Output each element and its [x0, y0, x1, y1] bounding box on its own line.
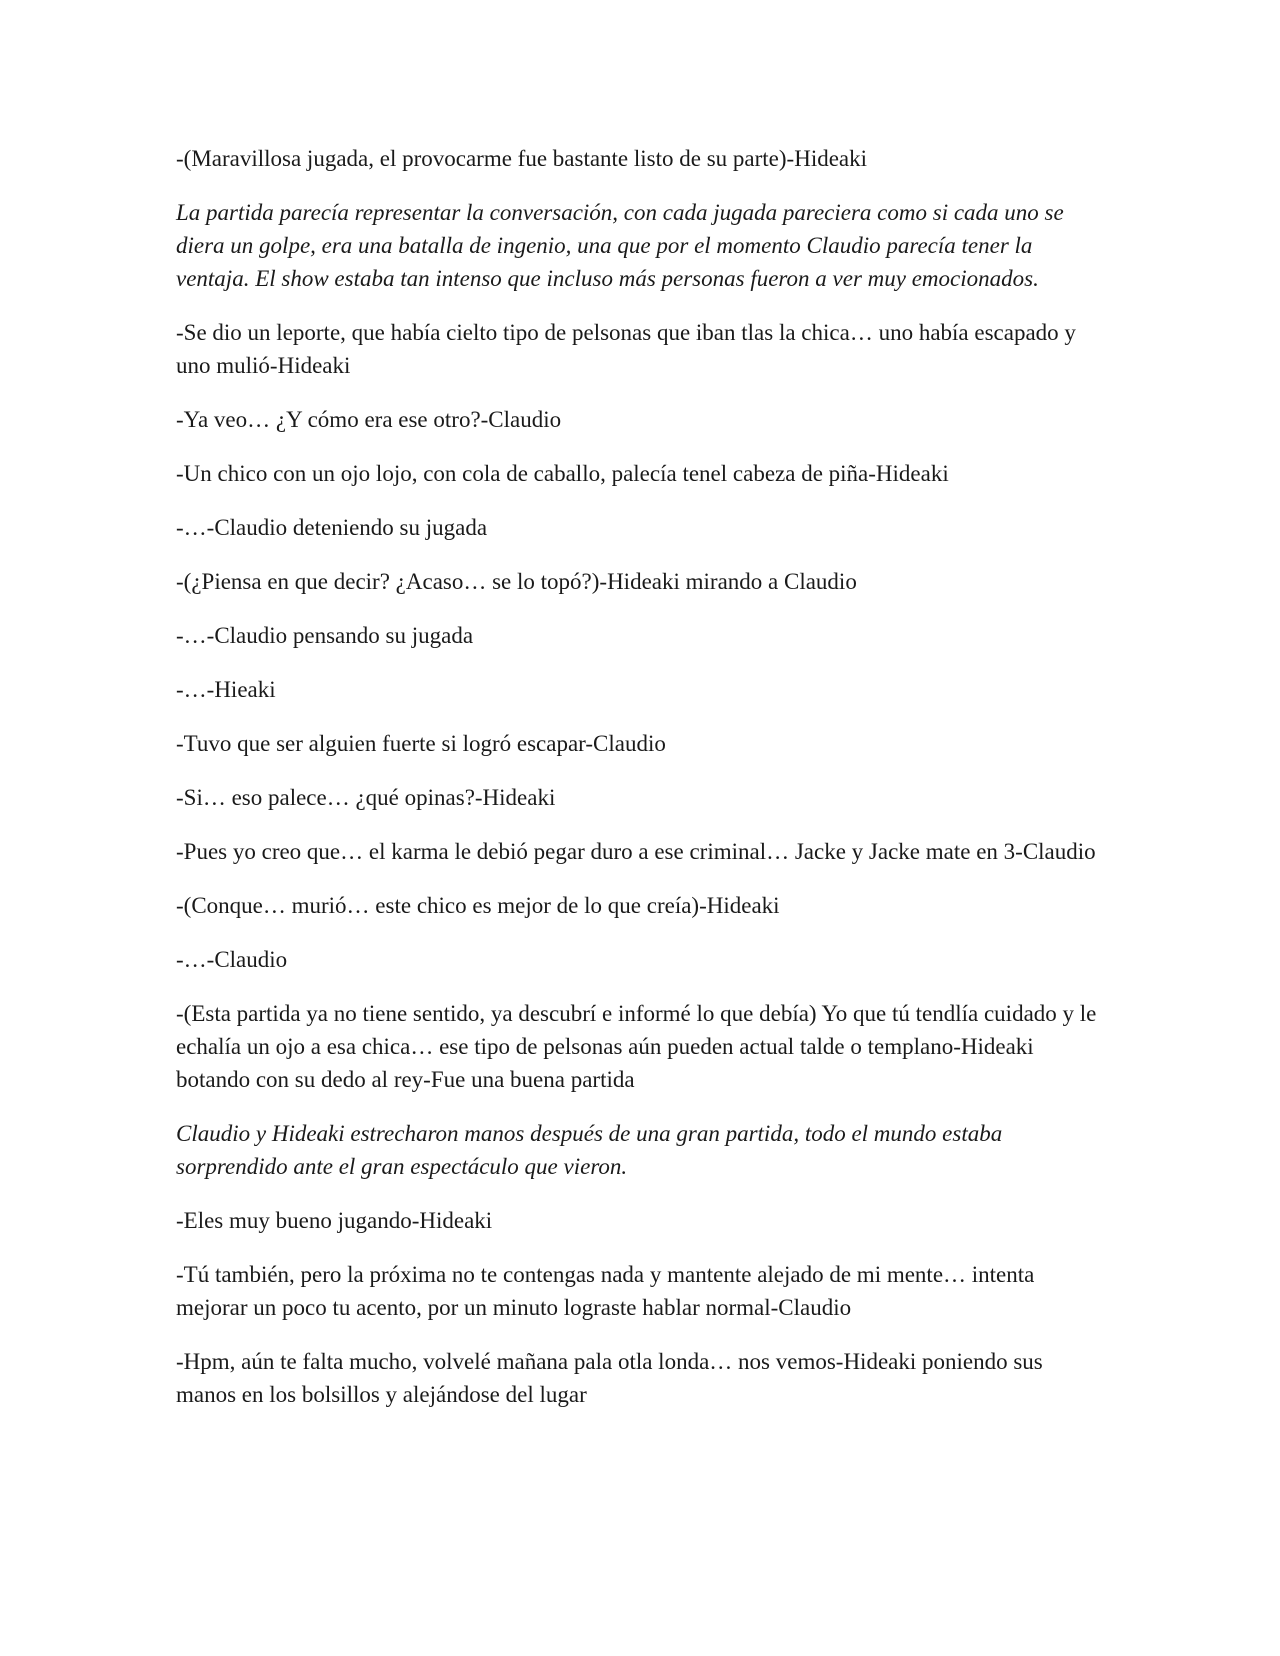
dialogue-line: -Un chico con un ojo lojo, con cola de caballo, palecía tenel cabeza de piña-Hideaki	[176, 461, 949, 486]
dialogue-line: -Si… eso palece… ¿qué opinas?-Hideaki	[176, 785, 556, 810]
dialogue-line: -…-Hieaki	[176, 677, 276, 702]
dialogue-line: -(Conque… murió… este chico es mejor de lo que creía)-Hideaki	[176, 893, 780, 918]
dialogue-line: -…-Claudio	[176, 947, 288, 972]
dialogue-line: -Pues yo creo que… el karma le debió pegar duro a ese criminal… Jacke y Jacke mate en 3-Claudio	[176, 839, 1096, 864]
narration-paragraph: Claudio y Hideaki estrecharon manos después de una gran partida, todo el mundo estaba sorprendido ante el gran espectáculo que vieron.	[176, 1121, 1003, 1179]
dialogue-line: -Se dio un leporte, que había cielto tipo de pelsonas que iban tlas la chica… uno había escapado y uno mulió-Hideaki	[176, 320, 1076, 378]
dialogue-line: -Tú también, pero la próxima no te contengas nada y mantente alejado de mi mente… intenta mejorar un poco tu acento, por un minuto lograste hablar normal-Claudio	[176, 1262, 1035, 1320]
dialogue-line: -Tuvo que ser alguien fuerte si logró escapar-Claudio	[176, 731, 666, 756]
dialogue-line: -Eles muy bueno jugando-Hideaki	[176, 1208, 493, 1233]
dialogue-line: -Hpm, aún te falta mucho, volvelé mañana pala otla londa… nos vemos-Hideaki poniendo sus manos en los bolsillos y alejándose del lugar	[176, 1349, 1043, 1407]
dialogue-line: -…-Claudio pensando su jugada	[176, 623, 474, 648]
dialogue-line: -(¿Piensa en que decir? ¿Acaso… se lo topó?)-Hideaki mirando a Claudio	[176, 569, 857, 594]
narration-paragraph: La partida parecía representar la conversación, con cada jugada pareciera como si cada uno se diera un golpe, era una batalla de ingenio, una que por el momento Claudio parecía tener la ventaja. El show estaba tan intenso que incluso más personas fueron a ver muy emocionados.	[176, 200, 1064, 291]
dialogue-line: -(Maravillosa jugada, el provocarme fue bastante listo de su parte)-Hideaki	[176, 146, 868, 171]
dialogue-line: -…-Claudio deteniendo su jugada	[176, 515, 488, 540]
dialogue-line: -Ya veo… ¿Y cómo era ese otro?-Claudio	[176, 407, 562, 432]
dialogue-line: -(Esta partida ya no tiene sentido, ya descubrí e informé lo que debía) Yo que tú tendlía cuidado y le echalía un ojo a esa chica… ese tipo de pelsonas aún pueden actual talde o templano-Hideaki botando con su dedo al rey-Fue una buena partida	[176, 1001, 1097, 1092]
